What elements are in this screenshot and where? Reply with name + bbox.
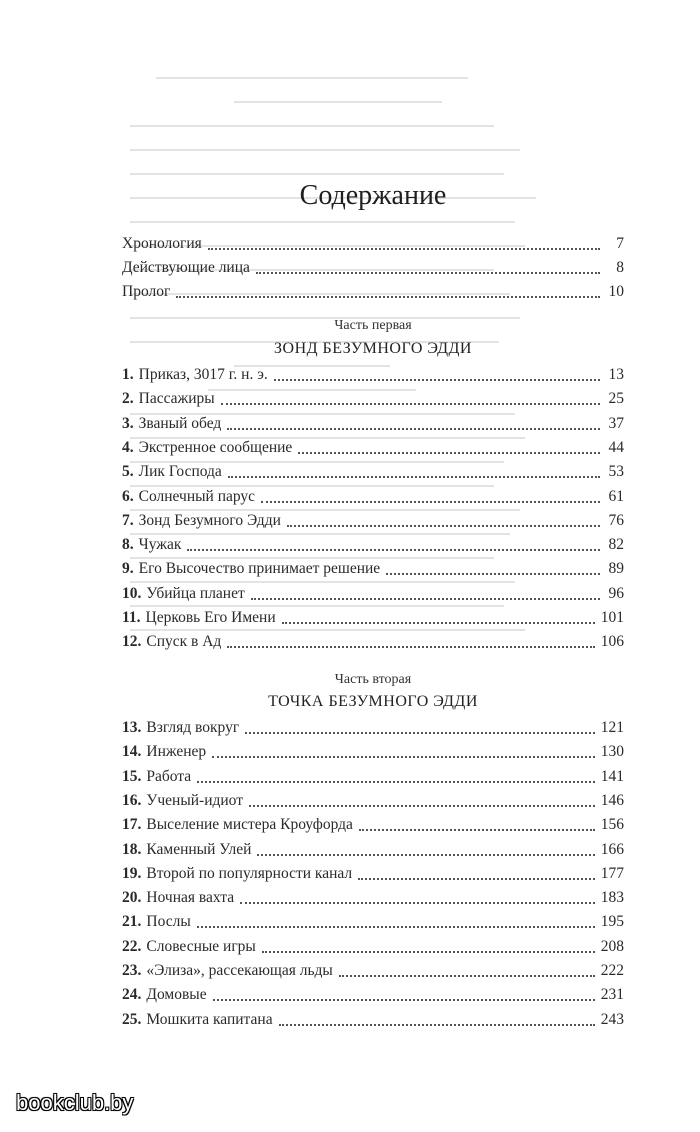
leader-dots (228, 476, 600, 478)
entry-label: Званый обед (138, 414, 222, 432)
leader-dots (176, 296, 600, 298)
part-two-heading: Часть вторая (334, 672, 412, 687)
entry-label: Ночная вахта (146, 889, 235, 907)
entry-page: 183 (600, 889, 624, 907)
toc-entry-chronology (122, 232, 624, 254)
entry-label: Ученый-идиот (146, 791, 243, 809)
leader-dots (187, 549, 600, 551)
entry-page: 101 (600, 609, 624, 626)
entry-label: Зонд Безумного Эдди (138, 511, 281, 529)
leader-dots (298, 452, 600, 454)
toc-entry-chapter (122, 910, 624, 932)
entry-label: Взгляд вокруг (146, 719, 240, 736)
toc-entry-chapter (122, 862, 624, 884)
chapter-number: 2. (122, 390, 134, 408)
entry-label: Мошкита капитана (146, 1010, 273, 1028)
chapter-number: 24. (122, 986, 142, 1004)
leader-dots (257, 854, 594, 856)
leader-dots (262, 951, 595, 953)
chapter-number: 14. (122, 743, 142, 761)
entry-page: 141 (600, 767, 624, 785)
leader-dots (359, 829, 595, 831)
chapter-number: 3. (122, 414, 134, 432)
chapter-number: 18. (122, 840, 142, 858)
entry-label: Спуск в Ад (146, 633, 222, 651)
entry-page: 61 (608, 487, 624, 505)
entry-page: 13 (608, 366, 624, 383)
entry-page: 106 (600, 633, 624, 651)
entry-page: 243 (600, 1010, 624, 1028)
toc-entry-chapter (122, 582, 624, 604)
entry-page: 10 (608, 283, 624, 300)
leader-dots (197, 926, 595, 928)
toc-entry-characters (122, 256, 624, 278)
entry-label: Хронология (122, 235, 202, 252)
leader-dots (212, 756, 595, 758)
toc-entry-chapter (122, 1008, 624, 1030)
entry-page: 7 (616, 235, 624, 252)
entry-label: Работа (146, 767, 192, 785)
toc-entry-chapter (122, 485, 624, 507)
chapter-number: 5. (122, 463, 134, 481)
entry-label: Каменный Улей (146, 840, 252, 858)
leader-dots (261, 501, 600, 503)
toc-entry-chapter (122, 886, 624, 908)
entry-page: 146 (600, 791, 624, 809)
toc-entry-chapter (122, 363, 624, 385)
entry-label: Инженер (146, 743, 207, 761)
entry-page: 44 (608, 438, 624, 456)
chapter-number: 10. (122, 584, 142, 602)
toc-entry-chapter (122, 789, 624, 811)
leader-dots (208, 248, 600, 250)
entry-page: 82 (608, 536, 624, 554)
chapter-number: 15. (122, 767, 142, 785)
entry-page: 166 (600, 840, 624, 858)
entry-label: Пассажиры (138, 390, 215, 408)
entry-label: Экстренное сообщение (138, 438, 293, 456)
toc-entry-chapter (122, 630, 624, 652)
chapter-number: 22. (122, 937, 142, 955)
entry-label: Убийца планет (146, 584, 245, 602)
leader-dots (339, 975, 595, 977)
entry-page: 156 (600, 816, 624, 834)
chapter-number: 19. (122, 864, 142, 882)
chapter-number: 1. (122, 366, 134, 383)
chapter-number: 21. (122, 913, 142, 931)
leader-dots (386, 573, 600, 575)
leader-dots (274, 379, 600, 381)
chapter-number: 8. (122, 536, 134, 554)
entry-label: Лик Господа (138, 463, 222, 481)
entry-label: Его Высочество принимает решение (138, 560, 381, 578)
chapter-number: 16. (122, 791, 142, 809)
toc-entry-chapter (122, 959, 624, 981)
chapter-number: 12. (122, 633, 142, 651)
entry-page: 121 (600, 719, 624, 736)
entry-label: «Элиза», рассекающая льды (146, 962, 333, 979)
chapter-number: 25. (122, 1010, 142, 1028)
entry-label: Чужак (138, 536, 182, 554)
entry-page: 96 (608, 584, 624, 602)
entry-page: 208 (600, 937, 624, 955)
leader-dots (249, 805, 595, 807)
toc-entry-chapter (122, 983, 624, 1005)
toc-entry-chapter (122, 740, 624, 762)
chapter-number: 6. (122, 487, 134, 505)
toc-entry-prologue (122, 280, 624, 302)
entry-page: 76 (608, 511, 624, 529)
toc-entry-chapter (122, 557, 624, 579)
entry-label: Послы (146, 913, 191, 931)
chapter-number: 4. (122, 438, 134, 456)
toc-entry-chapter (122, 436, 624, 458)
chapter-number: 17. (122, 816, 142, 834)
entry-label: Церковь Его Имени (145, 609, 276, 626)
toc-entry-chapter (122, 387, 624, 409)
chapter-number: 13. (122, 719, 142, 736)
entry-label: Действующие лица (122, 259, 250, 276)
entry-page: 89 (608, 560, 624, 578)
entry-page: 8 (616, 259, 624, 276)
part-one-heading: Часть первая (334, 318, 412, 333)
chapter-number: 23. (122, 962, 142, 979)
entry-page: 130 (600, 743, 624, 761)
leader-dots (282, 622, 595, 624)
chapter-number: 11. (122, 609, 141, 626)
entry-page: 195 (600, 913, 624, 931)
entry-label: Солнечный парус (138, 487, 256, 505)
entry-label: Приказ, 3017 г. н. э. (138, 366, 268, 383)
leader-dots (358, 878, 595, 880)
entry-page: 53 (608, 463, 624, 481)
entry-label: Словесные игры (146, 937, 256, 955)
entry-label: Домовые (146, 986, 207, 1004)
part-two-title: ТОЧКА БЕЗУМНОГО ЭДДИ (268, 693, 478, 710)
chapter-number: 20. (122, 889, 142, 907)
toc-entry-chapter (122, 813, 624, 835)
toc-entry-chapter (122, 716, 624, 738)
toc-entry-chapter (122, 838, 624, 860)
toc-entry-chapter (122, 935, 624, 957)
leader-dots (213, 999, 595, 1001)
toc-entry-chapter (122, 765, 624, 787)
leader-dots (197, 781, 595, 783)
page-title: Содержание (299, 180, 447, 211)
leader-dots (245, 732, 595, 734)
leader-dots (279, 1024, 595, 1026)
leader-dots (256, 272, 600, 274)
watermark: bookclub.by (16, 1090, 134, 1115)
entry-page: 222 (600, 962, 624, 979)
part-one-title: ЗОНД БЕЗУМНОГО ЭДДИ (274, 340, 472, 357)
entry-label: Выселение мистера Кроуфорда (146, 816, 353, 834)
leader-dots (251, 598, 600, 600)
chapter-number: 7. (122, 511, 134, 529)
toc-entry-chapter (122, 412, 624, 434)
leader-dots (221, 403, 600, 405)
toc-entry-chapter (122, 606, 624, 628)
leader-dots (227, 428, 600, 430)
leader-dots (240, 902, 595, 904)
toc-entry-chapter (122, 460, 624, 482)
toc-entry-chapter (122, 533, 624, 555)
entry-page: 177 (600, 864, 624, 882)
entry-label: Второй по популярности канал (146, 864, 353, 882)
leader-dots (227, 646, 594, 648)
entry-page: 37 (608, 414, 624, 432)
entry-label: Пролог (122, 283, 171, 300)
leader-dots (287, 525, 600, 527)
entry-page: 25 (608, 390, 624, 408)
toc-entry-chapter (122, 509, 624, 531)
entry-page: 231 (600, 986, 624, 1004)
chapter-number: 9. (122, 560, 134, 578)
